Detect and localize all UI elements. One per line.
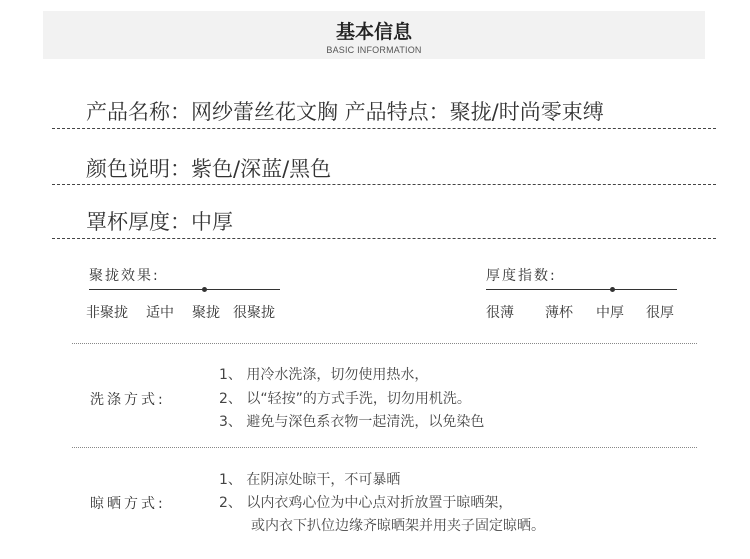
push-up-option: 很聚拢: [233, 305, 275, 321]
washing-line: 3、 避免与深色系衣物一起清洗，以免染色: [219, 414, 485, 430]
thickness-option: 很厚: [646, 305, 674, 321]
divider: [72, 343, 697, 344]
divider: [52, 238, 716, 239]
drying-line: 或内衣下扒位边缘齐晾晒架并用夹子固定晾晒。: [251, 518, 545, 534]
push-up-option: 适中: [146, 305, 174, 321]
product-name-row: 产品名称：网纱蕾丝花文胸 产品特点：聚拢/时尚零束缚: [86, 100, 604, 124]
push-up-label: 聚拢效果:: [89, 268, 160, 284]
thickness-scale-line: [486, 289, 677, 290]
drying-line: 1、 在阴凉处晾干，不可暴晒: [219, 472, 401, 488]
header-title: 基本信息: [335, 21, 412, 43]
divider: [52, 128, 716, 129]
push-up-indicator-dot: [202, 287, 207, 292]
thickness-option: 很薄: [486, 305, 514, 321]
divider: [52, 184, 716, 185]
push-up-option: 非聚拢: [86, 305, 128, 321]
thickness-label: 厚度指数:: [486, 268, 557, 284]
washing-line: 1、 用冷水洗涤，切勿使用热水，: [219, 367, 429, 383]
color-row: 颜色说明：紫色/深蓝/黑色: [86, 157, 332, 181]
push-up-scale-line: [89, 289, 280, 290]
thickness-indicator-dot: [610, 287, 615, 292]
drying-label: 晾晒方式:: [90, 496, 166, 512]
drying-line: 2、 以内衣鸡心位为中心点对折放置于晾晒架，: [219, 495, 513, 511]
divider: [72, 447, 697, 448]
washing-label: 洗涤方式:: [90, 392, 166, 408]
thickness-option: 中厚: [596, 305, 624, 321]
thickness-option: 薄杯: [545, 305, 573, 321]
push-up-option: 聚拢: [192, 305, 220, 321]
washing-line: 2、 以“轻按”的方式手洗，切勿用机洗。: [219, 391, 471, 407]
header-banner: [43, 11, 705, 59]
cup-thickness-row: 罩杯厚度：中厚: [86, 210, 233, 234]
header-subtitle: BASIC INFORMATION: [326, 45, 422, 55]
